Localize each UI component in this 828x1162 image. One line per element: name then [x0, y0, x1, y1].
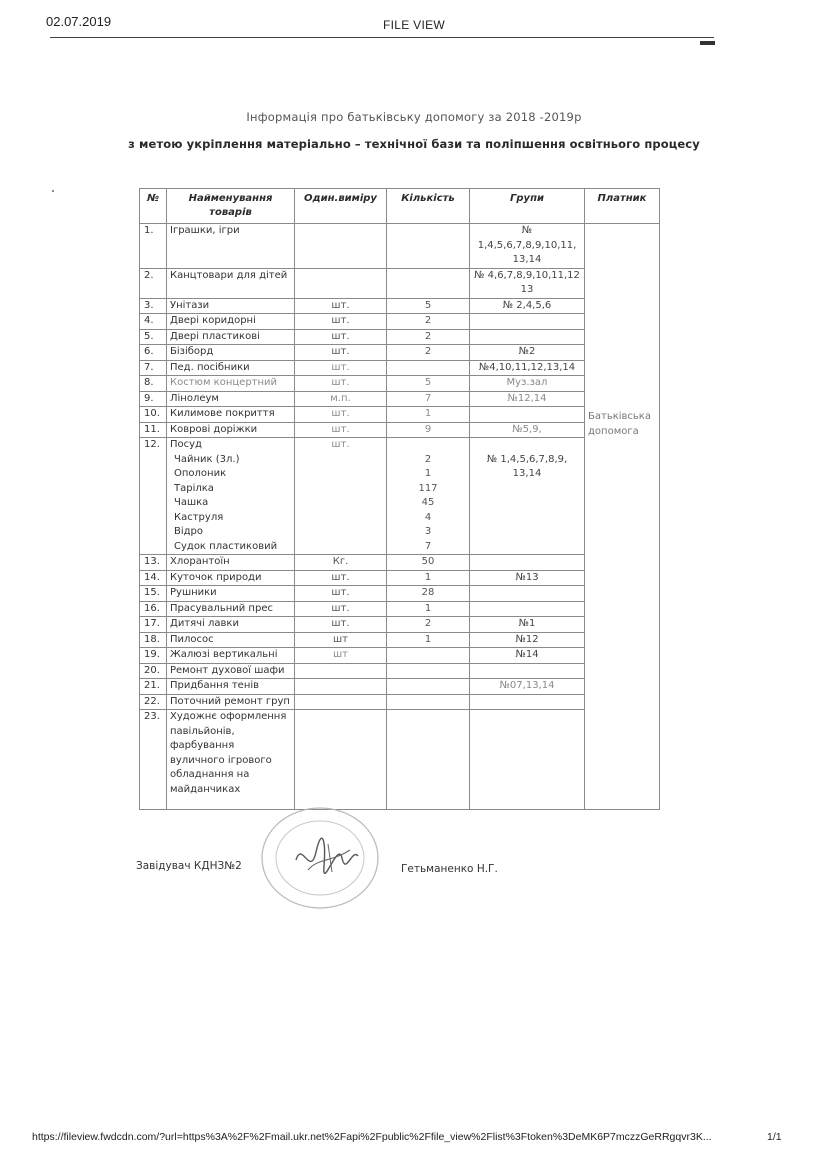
row-num: 21. [140, 679, 167, 695]
row-num: 3. [140, 298, 167, 314]
row-num: 2. [140, 268, 167, 298]
row-qty: 1 [387, 601, 470, 617]
row-groups: №07,13,14 [470, 679, 585, 695]
row-qty [387, 663, 470, 679]
row-groups: №5,9, [470, 422, 585, 438]
row-num: 6. [140, 345, 167, 361]
dishes-groups: № 1,4,5,6,7,8,9, 13,14 [486, 453, 568, 479]
header-groups: Групи [470, 189, 585, 224]
row-name: Бізіборд [167, 345, 295, 361]
row-groups: №12,14 [470, 391, 585, 407]
row-name: Хлорантоїн [167, 555, 295, 571]
row-groups: №4,10,11,12,13,14 [470, 360, 585, 376]
row-unit: шт. [295, 376, 387, 392]
row-name: Ремонт духової шафи [167, 663, 295, 679]
row-groups [470, 663, 585, 679]
row-unit: шт. [295, 586, 387, 602]
subitem-qty: 4 [424, 511, 432, 523]
row-groups: №1 [470, 617, 585, 633]
row-name: Жалюзі вертикальні [167, 648, 295, 664]
dishes-quantities [390, 453, 466, 555]
row-unit: шт. [295, 570, 387, 586]
table-row [140, 298, 660, 314]
row-qty: 2 [387, 345, 470, 361]
row-name: Пед. посібники [167, 360, 295, 376]
print-header-title: FILE VIEW [382, 18, 446, 32]
row-qty: 2 [387, 329, 470, 345]
row-qty: 2 [387, 314, 470, 330]
row-qty: 7 [387, 391, 470, 407]
row-unit: шт. [295, 407, 387, 423]
row-num: 7. [140, 360, 167, 376]
header-rule [50, 37, 714, 38]
subitem-name: Судок пластиковий [174, 540, 278, 552]
header-payer: Платник [585, 189, 660, 224]
table-row [140, 345, 660, 361]
print-date: 02.07.2019 [46, 14, 112, 29]
row-num: 14. [140, 570, 167, 586]
row-groups [470, 314, 585, 330]
table-row [140, 329, 660, 345]
header-qty: Кількість [387, 189, 470, 224]
row-name: Іграшки, ігри [167, 224, 295, 269]
table-row-dishes [140, 438, 660, 555]
row-qty [387, 360, 470, 376]
row-groups: №2 [470, 345, 585, 361]
scan-speck [52, 190, 54, 192]
table-row [140, 694, 660, 710]
items-table [139, 188, 660, 810]
print-footer-url: https://fileview.fwdcdn.com/?url=https%3A%2F%2Fmail.ukr.net%2Fapi%2Fpublic%2Ffile_view%2Flist%3Ftoken%3DeMK6P7mczzGeRRgqvr3K... [32, 1131, 712, 1143]
row-num: 23. [140, 710, 167, 810]
subitem-qty: 2 [424, 453, 432, 465]
row-unit: шт. [295, 438, 387, 555]
row-qty [387, 224, 470, 269]
row-unit: шт. [295, 329, 387, 345]
row-groups: №12 [470, 632, 585, 648]
subitem-name: Ополоник [174, 468, 227, 479]
row-num: 5. [140, 329, 167, 345]
row-name: Поточний ремонт груп [167, 694, 295, 710]
table-row [140, 663, 660, 679]
row-groups [470, 710, 585, 810]
table-row [140, 360, 660, 376]
row-num: 22. [140, 694, 167, 710]
row-name: Килимове покриття [167, 407, 295, 423]
row-num: 13. [140, 555, 167, 571]
row-unit: шт. [295, 360, 387, 376]
header-unit: Один.виміру [295, 189, 387, 224]
row-groups [470, 586, 585, 602]
subitem-name: Каструля [174, 511, 224, 523]
row-unit: шт. [295, 298, 387, 314]
subitem-name: Відро [174, 526, 204, 537]
row-groups [470, 694, 585, 710]
row-qty [387, 438, 470, 555]
row-qty: 5 [387, 298, 470, 314]
row-qty [387, 648, 470, 664]
table-row [140, 632, 660, 648]
dishes-subitems [170, 453, 291, 555]
row-num: 9. [140, 391, 167, 407]
row-qty: 1 [387, 570, 470, 586]
row-name: Унітази [167, 298, 295, 314]
row-name: Канцтовари для дітей [167, 268, 295, 298]
row-groups [470, 555, 585, 571]
row-name: Прасувальний прес [167, 601, 295, 617]
table-row [140, 391, 660, 407]
row-qty [387, 694, 470, 710]
table-row [140, 407, 660, 423]
row-qty [387, 679, 470, 695]
row-qty [387, 268, 470, 298]
row-groups [470, 601, 585, 617]
row-groups [470, 438, 585, 555]
row-num: 11. [140, 422, 167, 438]
row-unit [295, 679, 387, 695]
row-num: 16. [140, 601, 167, 617]
subitem-qty: 7 [424, 540, 432, 552]
print-page-number: 1/1 [767, 1131, 782, 1143]
row-unit: шт. [295, 601, 387, 617]
document-subtitle: з метою укріплення матеріально – технічної бази та поліпшення освітнього процесу [128, 137, 700, 151]
row-name: Придбання тенів [167, 679, 295, 695]
table-row [140, 268, 660, 298]
row-qty: 2 [387, 617, 470, 633]
row-name: Двері коридорні [167, 314, 295, 330]
row-unit: шт. [295, 422, 387, 438]
row-unit: шт. [295, 617, 387, 633]
row-qty: 9 [387, 422, 470, 438]
row-num: 12. [140, 438, 167, 555]
table-row [140, 570, 660, 586]
dishes-title: Посуд [170, 439, 202, 450]
row-unit: шт [295, 648, 387, 664]
subitem-qty: 1 [424, 468, 432, 479]
row-num: 18. [140, 632, 167, 648]
row-unit: шт. [295, 345, 387, 361]
row-qty [387, 710, 470, 810]
row-unit: Кг. [295, 555, 387, 571]
row-name: Коврові доріжки [167, 422, 295, 438]
document-title: Інформація про батьківську допомогу за 2018 -2019р [246, 110, 582, 124]
row-unit [295, 268, 387, 298]
row-name [167, 438, 295, 555]
table-row [140, 617, 660, 633]
row-name: Пилосос [167, 632, 295, 648]
signature-position: Завідувач КДНЗ№2 [136, 860, 242, 872]
row-unit [295, 710, 387, 810]
row-unit: шт. [295, 314, 387, 330]
row-qty: 5 [387, 376, 470, 392]
row-qty: 50 [387, 555, 470, 571]
subitem-name: Чашка [174, 497, 209, 508]
row-groups [470, 407, 585, 423]
table-row [140, 376, 660, 392]
row-name: Художнє оформлення павільйонів, фарбування вуличного ігрового обладнання на майданчиках [167, 710, 295, 810]
row-num: 20. [140, 663, 167, 679]
subitem-name: Тарілка [174, 482, 214, 494]
table-row [140, 679, 660, 695]
signature-name: Гетьманенко Н.Г. [401, 863, 498, 875]
table-row [140, 586, 660, 602]
row-qty: 1 [387, 407, 470, 423]
row-groups: №13 [470, 570, 585, 586]
row-name: Рушники [167, 586, 295, 602]
row-num: 1. [140, 224, 167, 269]
row-unit: шт [295, 632, 387, 648]
row-unit [295, 224, 387, 269]
table-row [140, 224, 660, 269]
row-groups: № 4,6,7,8,9,10,11,12 13 [470, 268, 585, 298]
subitem-name: Чайник (3л.) [174, 453, 240, 465]
row-groups: № 2,4,5,6 [470, 298, 585, 314]
table-header-row [140, 189, 660, 224]
table-row [140, 648, 660, 664]
header-num: № [140, 189, 167, 224]
row-name: Дитячі лавки [167, 617, 295, 633]
table-row [140, 314, 660, 330]
official-stamp-and-signature [258, 800, 388, 910]
payer-cell: Батьківська допомога [585, 224, 660, 810]
subitem-qty: 3 [424, 526, 432, 537]
row-name: Куточок природи [167, 570, 295, 586]
subitem-qty: 45 [421, 497, 435, 508]
row-groups: №14 [470, 648, 585, 664]
table-row [140, 601, 660, 617]
row-name: Лінолеум [167, 391, 295, 407]
row-groups [470, 329, 585, 345]
row-qty: 1 [387, 632, 470, 648]
row-unit [295, 694, 387, 710]
header-name: Найменування товарів [167, 189, 295, 224]
row-num: 8. [140, 376, 167, 392]
header-rule-mark [700, 41, 715, 45]
row-groups: Муз.зал [470, 376, 585, 392]
row-unit [295, 663, 387, 679]
subitem-qty: 117 [418, 482, 438, 494]
row-groups: № 1,4,5,6,7,8,9,10,11, 13,14 [470, 224, 585, 269]
row-name: Костюм концертний [167, 376, 295, 392]
row-unit: м.п. [295, 391, 387, 407]
row-num: 19. [140, 648, 167, 664]
row-num: 10. [140, 407, 167, 423]
table-row [140, 422, 660, 438]
row-num: 17. [140, 617, 167, 633]
row-num: 15. [140, 586, 167, 602]
table-row [140, 710, 660, 810]
table-row [140, 555, 660, 571]
row-num: 4. [140, 314, 167, 330]
row-name: Двері пластикові [167, 329, 295, 345]
row-qty: 28 [387, 586, 470, 602]
